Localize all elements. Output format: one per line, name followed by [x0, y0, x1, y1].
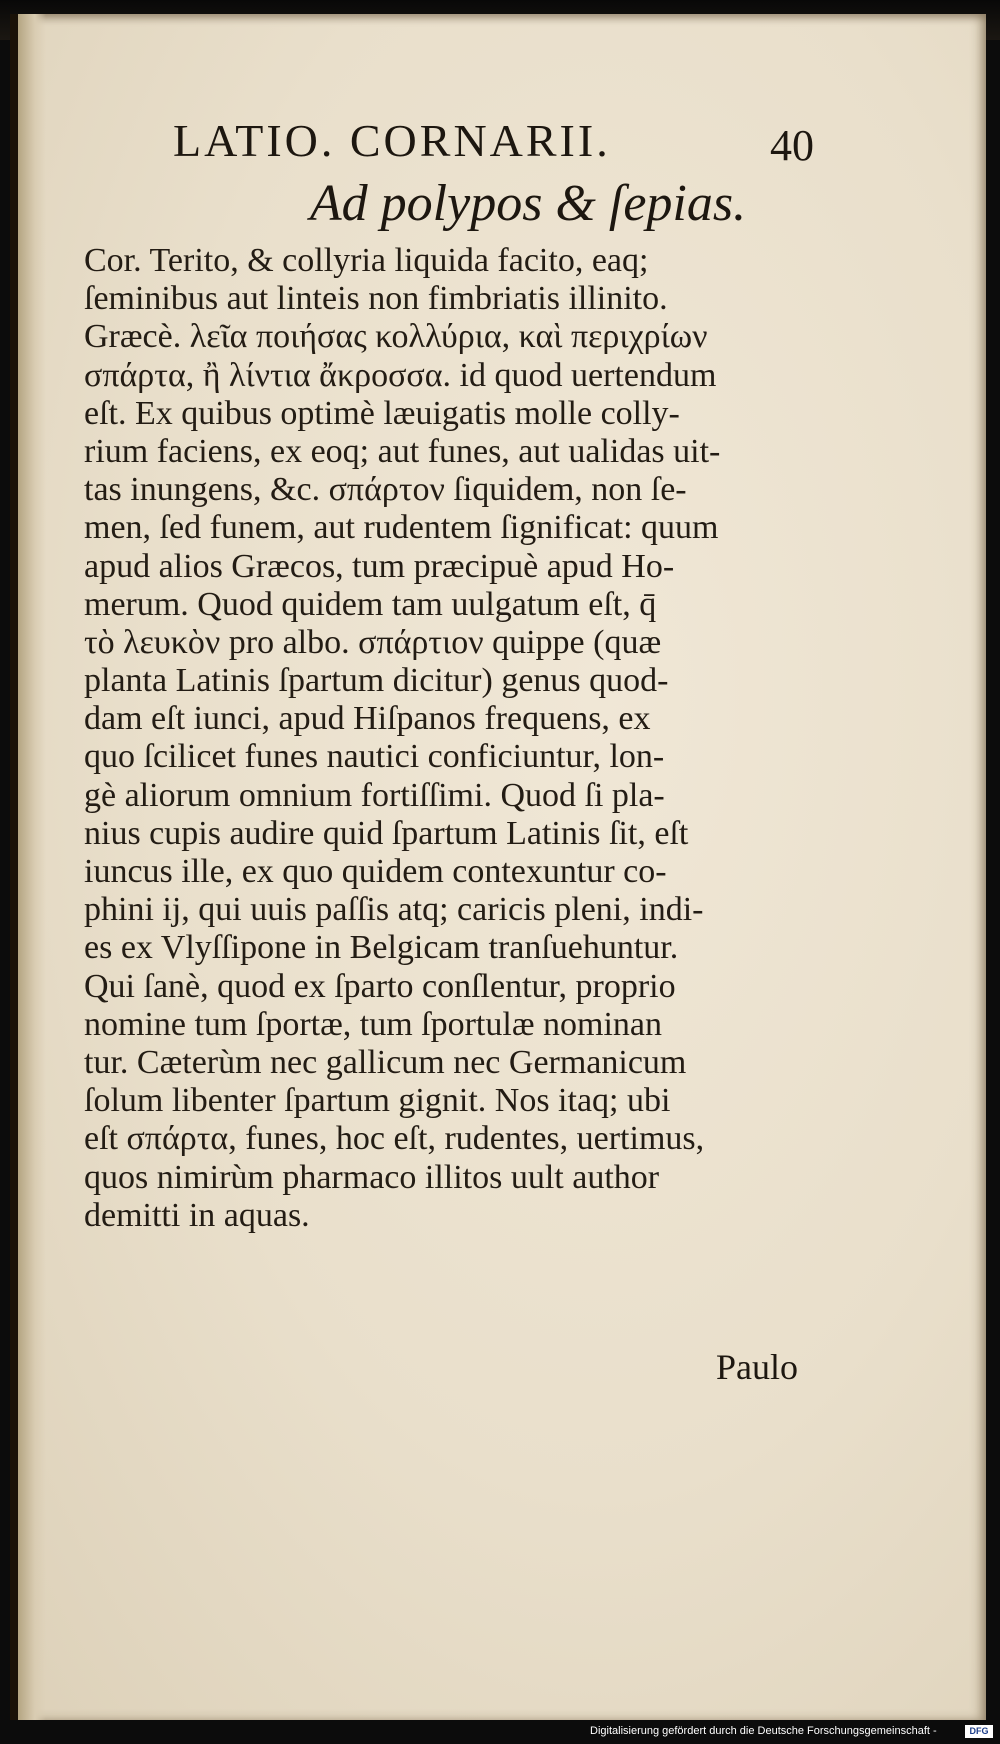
- text-line: Cor. Terito, & collyria liquida facito, eaq;: [84, 242, 649, 279]
- text-line: gè aliorum omnium fortiſſimi. Quod ſi pla-: [84, 776, 665, 814]
- text-line: ſeminibus aut linteis non fimbriatis illinito.: [84, 280, 668, 318]
- text-line: Græcè. λεῖα ποιήσας κολλύρια, καὶ περιχρίων: [84, 318, 708, 356]
- text-line: nius cupis audire quid ſpartum Latinis ſit, eſt: [84, 814, 689, 852]
- text-line: demitti in aquas.: [84, 1196, 310, 1234]
- text-line: apud alios Græcos, tum præcipuè apud Ho-: [84, 547, 675, 585]
- text-line: tur. Cæterùm nec gallicum nec Germanicum: [84, 1043, 687, 1081]
- text-line: es ex Vlyſſipone in Belgicam tranſuehuntur.: [84, 929, 679, 967]
- page-gutter-shadow: [18, 14, 46, 1720]
- text-line: τὸ λευκὸν pro albo. σπάρτιον quippe (quæ: [84, 623, 662, 661]
- section-title: Ad polypos & ſepias.: [309, 175, 747, 232]
- text-line: dam eſt iunci, apud Hiſpanos frequens, ex: [84, 700, 651, 738]
- catchword: Paulo: [716, 1347, 799, 1387]
- digitization-credit: Digitalisierung gefördert durch die Deutsche Forschungsgemeinschaft -: [590, 1725, 937, 1737]
- body-text: [84, 242, 884, 1235]
- text-line: Qui ſanè, quod ex ſparto conſlentur, proprio: [84, 967, 676, 1005]
- text-line: quo ſcilicet funes nautici conficiuntur, lon-: [84, 738, 665, 776]
- text-line: nomine tum ſportæ, tum ſportulæ nominan: [84, 1005, 662, 1043]
- text-line: planta Latinis ſpartum dicitur) genus quod-: [84, 662, 669, 700]
- dfg-logo: DFG: [965, 1725, 993, 1738]
- text-line: iuncus ille, ex quo quidem contexuntur co-: [84, 853, 667, 890]
- book-page: [10, 14, 986, 1720]
- text-line: eſt. Ex quibus optimè læuigatis molle colly-: [84, 394, 680, 432]
- text-line: quos nimirùm pharmaco illitos uult author: [84, 1158, 660, 1196]
- running-head: LATIO. CORNARII.: [173, 115, 611, 166]
- text-line: rium faciens, ex eoq; aut funes, aut ualidas uit-: [84, 432, 721, 470]
- text-line: σπάρτα, ἢ λίντια ἄκροσσα. id quod uertendum: [84, 356, 717, 394]
- text-line: eſt σπάρτα, funes, hoc eſt, rudentes, uertimus,: [84, 1120, 705, 1158]
- text-line: merum. Quod quidem tam uulgatum eſt, q̄: [84, 585, 657, 623]
- page-number: 40: [770, 121, 814, 170]
- text-line: tas inungens, &c. σπάρτον ſiquidem, non ſe-: [84, 471, 687, 509]
- text-line: men, ſed funem, aut rudentem ſignificat: quum: [84, 509, 719, 547]
- text-line: ſolum libenter ſpartum gignit. Nos itaq; ubi: [84, 1082, 671, 1120]
- text-line: phini ij, qui uuis paſſis atq; caricis pleni, indi-: [84, 891, 704, 929]
